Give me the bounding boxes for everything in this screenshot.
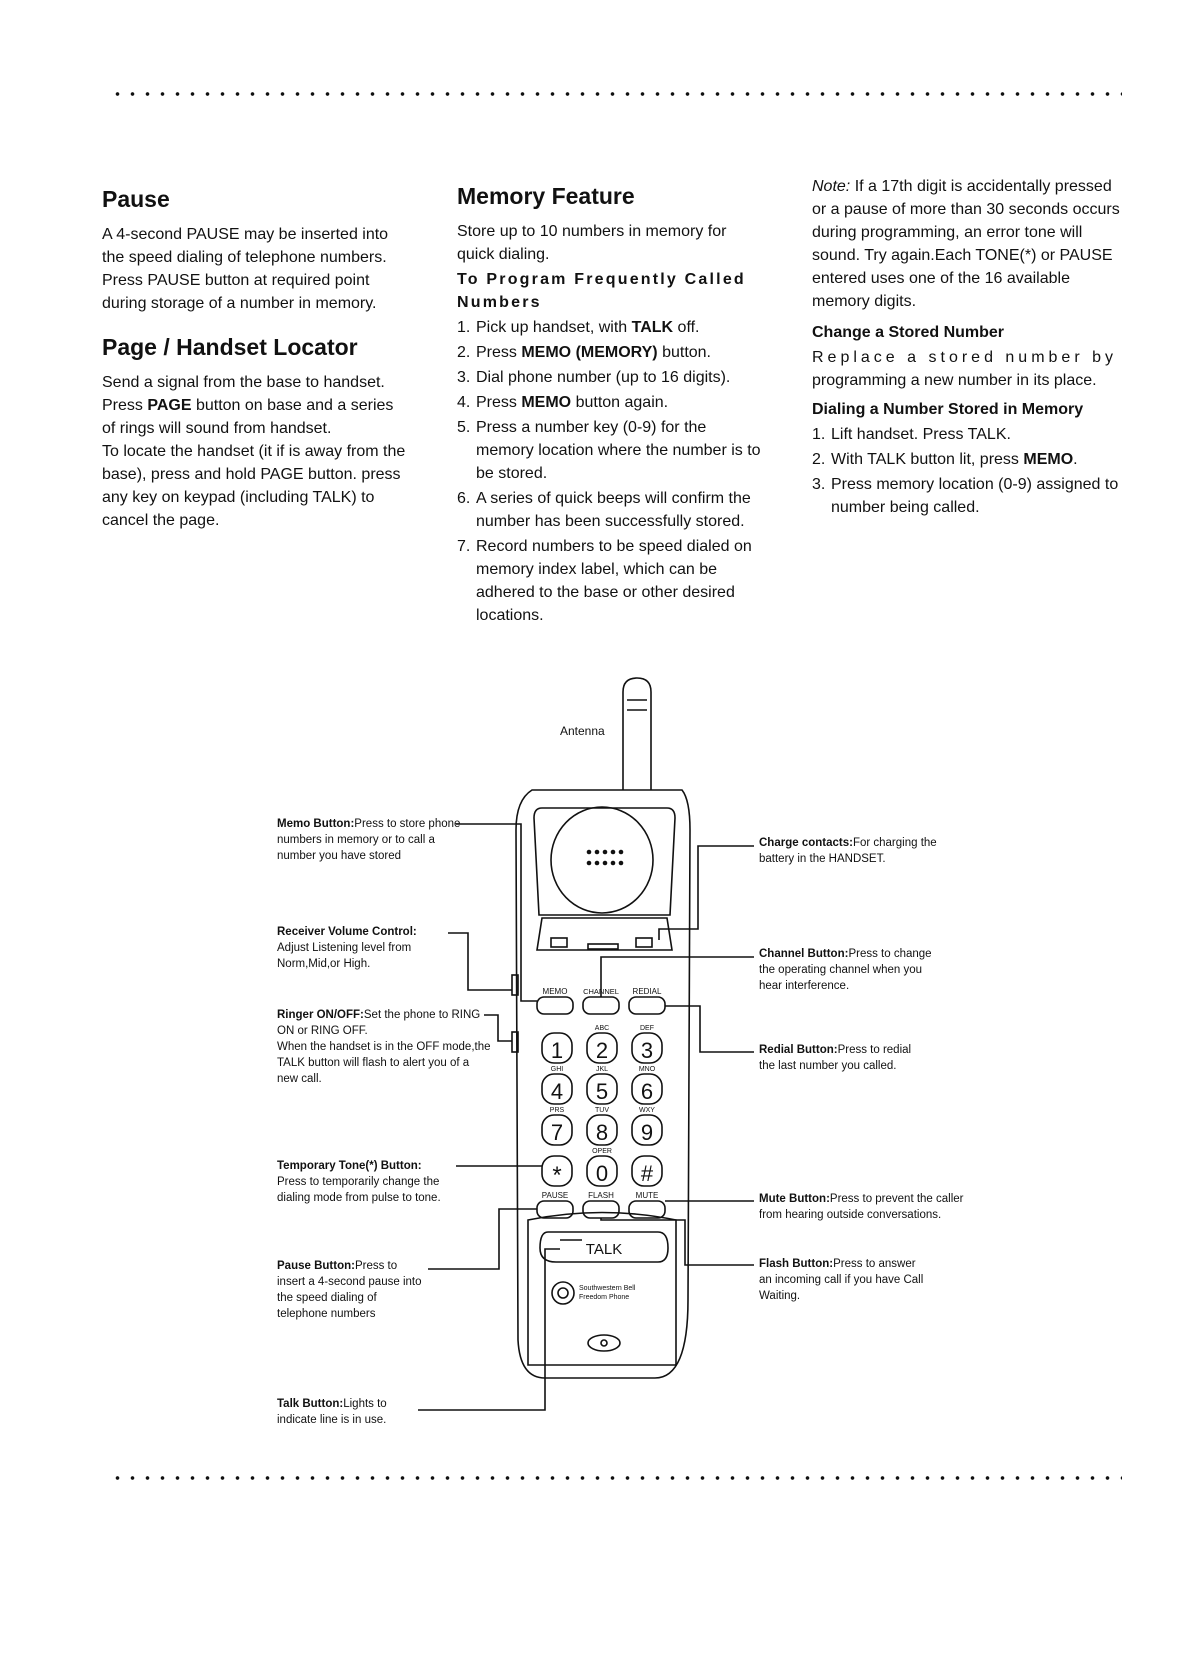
brand-line-2: Freedom Phone bbox=[579, 1294, 630, 1301]
pause-leader bbox=[428, 1209, 537, 1269]
redial-callout: Redial Button:Press to redial the last number you called. bbox=[759, 1044, 912, 1072]
letters-abc: ABC bbox=[594, 1025, 610, 1032]
ringer-callout: Ringer ON/OFF:Set the phone to RING ON or RING OFF. When the handset is in the OFF mode,the TALK button will flash to alert you of a new call. bbox=[277, 1009, 491, 1085]
redial-key-label: REDIAL bbox=[632, 987, 662, 996]
letters-jkl: JKL bbox=[595, 1066, 609, 1073]
list-item: 7. Record numbers to be speed dialed on memory index label, which can be adhered to the base or other desired locations. bbox=[457, 538, 752, 624]
channel-callout: Channel Button:Press to change the operating channel when you hear interference. bbox=[759, 948, 932, 992]
list-item: 1. Pick up handset, with TALK off. bbox=[457, 319, 700, 336]
brand-line-1: Southwestern Bell bbox=[579, 1285, 636, 1292]
page-locator-text-2: To locate the handset (it if is away from the base), press and hold PAGE button. press any key on keypad (including TALK) to cancel the page. bbox=[102, 443, 406, 529]
pause-text: A 4-second PAUSE may be inserted into the speed dialing of telephone numbers. Press PAUSE button at required point during storage of a number in memory. bbox=[102, 226, 389, 312]
letters-prs: PRS bbox=[549, 1107, 565, 1114]
memo-key-label: MEMO bbox=[542, 987, 568, 996]
mute-callout: Mute Button:Press to prevent the caller from hearing outside conversations. bbox=[759, 1193, 964, 1221]
key-4-label: 4 bbox=[550, 1079, 564, 1104]
pause-heading: Pause bbox=[102, 186, 170, 212]
key-star-label: * bbox=[552, 1162, 562, 1189]
charge-callout: Charge contacts:For charging the battery in the HANDSET. bbox=[759, 837, 937, 865]
flash-leader bbox=[601, 1218, 754, 1265]
pause-callout: Pause Button:Press to insert a 4-second pause into the speed dialing of telephone numbers bbox=[277, 1260, 422, 1320]
change-stored-text-2: programming a new number in its place. bbox=[812, 372, 1097, 389]
list-item: 2. Press MEMO (MEMORY) button. bbox=[457, 344, 711, 361]
memory-intro: Store up to 10 numbers in memory for quick dialing. bbox=[457, 223, 727, 263]
list-item: 4. Press MEMO button again. bbox=[457, 394, 669, 411]
bell-logo-icon bbox=[552, 1282, 574, 1304]
page-locator-heading: Page / Handset Locator bbox=[102, 334, 358, 360]
key-3-label: 3 bbox=[640, 1038, 654, 1063]
list-item: 3. Dial phone number (up to 16 digits). bbox=[457, 369, 731, 386]
antenna-label: Antenna bbox=[560, 724, 605, 738]
program-subheading: To Program Frequently Called Numbers bbox=[457, 271, 746, 311]
letters-wxy: WXY bbox=[639, 1107, 655, 1114]
key-5-label: 5 bbox=[595, 1079, 609, 1104]
change-stored-text-1: Replace a stored number by bbox=[812, 349, 1117, 366]
letters-def: DEF bbox=[640, 1025, 654, 1032]
letters-tuv: TUV bbox=[595, 1107, 609, 1114]
list-item: 1. Lift handset. Press TALK. bbox=[812, 426, 1011, 443]
change-stored-heading: Change a Stored Number bbox=[812, 324, 1005, 341]
flash-key bbox=[583, 1201, 619, 1218]
letters-ghi: GHI bbox=[550, 1066, 564, 1073]
talk-button-label: TALK bbox=[585, 1241, 623, 1258]
memo-callout: Memo Button:Press to store phone numbers in memory or to call a number you have stored bbox=[277, 818, 461, 862]
channel-leader bbox=[601, 957, 754, 997]
key-6-label: 6 bbox=[640, 1079, 654, 1104]
list-item: 6. A series of quick beeps will confirm the number has been successfully stored. bbox=[457, 490, 751, 530]
redial-key bbox=[629, 997, 665, 1014]
key-8-label: 8 bbox=[595, 1120, 609, 1145]
flash-key-label: FLASH bbox=[588, 1191, 614, 1200]
letters-oper: OPER bbox=[592, 1148, 612, 1155]
memo-key bbox=[537, 997, 573, 1014]
channel-key-label: CHANNEL bbox=[583, 987, 619, 996]
tone-callout: Temporary Tone(*) Button: Press to temporarily change the dialing mode from pulse to tone. bbox=[277, 1160, 441, 1204]
charge-indicator-icon bbox=[588, 1335, 620, 1351]
note-text: Note: If a 17th digit is accidentally pressed or a pause of more than 30 seconds occurs during programming, an error tone will sound. Try again.Each TONE(*) or PAUSE entered uses one of the 16 available memory digits. bbox=[812, 178, 1120, 310]
channel-key bbox=[583, 997, 619, 1014]
key-hash-label: # bbox=[640, 1161, 654, 1186]
key-2-label: 2 bbox=[595, 1038, 609, 1063]
memory-feature-heading: Memory Feature bbox=[457, 183, 635, 209]
speaker-icon bbox=[551, 807, 653, 913]
list-item: 2. With TALK button lit, press MEMO. bbox=[812, 451, 1078, 468]
key-9-label: 9 bbox=[640, 1120, 654, 1145]
mute-key-label: MUTE bbox=[635, 1191, 659, 1200]
flash-callout: Flash Button:Press to answer an incoming call if you have Call Waiting. bbox=[759, 1258, 924, 1302]
redial-leader bbox=[665, 1006, 754, 1052]
key-7-label: 7 bbox=[550, 1120, 564, 1145]
talk-leader bbox=[418, 1249, 560, 1410]
antenna-icon bbox=[623, 678, 651, 790]
key-1-label: 1 bbox=[550, 1038, 564, 1063]
pause-key-label: PAUSE bbox=[541, 1191, 569, 1200]
talk-callout: Talk Button:Lights to indicate line is in use. bbox=[277, 1398, 387, 1426]
dialing-stored-heading: Dialing a Number Stored in Memory bbox=[812, 401, 1084, 418]
letters-mno: MNO bbox=[638, 1066, 656, 1073]
list-item: 5. Press a number key (0-9) for the memory location where the number is to be stored. bbox=[457, 419, 761, 482]
page-locator-text-1: Send a signal from the base to handset. Press PAGE button on base and a series of rings will sound from handset. bbox=[102, 374, 394, 437]
receiver-leader bbox=[448, 933, 512, 990]
receiver-callout: Receiver Volume Control: Adjust Listening level from Norm,Mid,or High. bbox=[277, 926, 417, 970]
key-0-label: 0 bbox=[595, 1161, 609, 1186]
list-item: 3. Press memory location (0-9) assigned to number being called. bbox=[812, 476, 1119, 516]
